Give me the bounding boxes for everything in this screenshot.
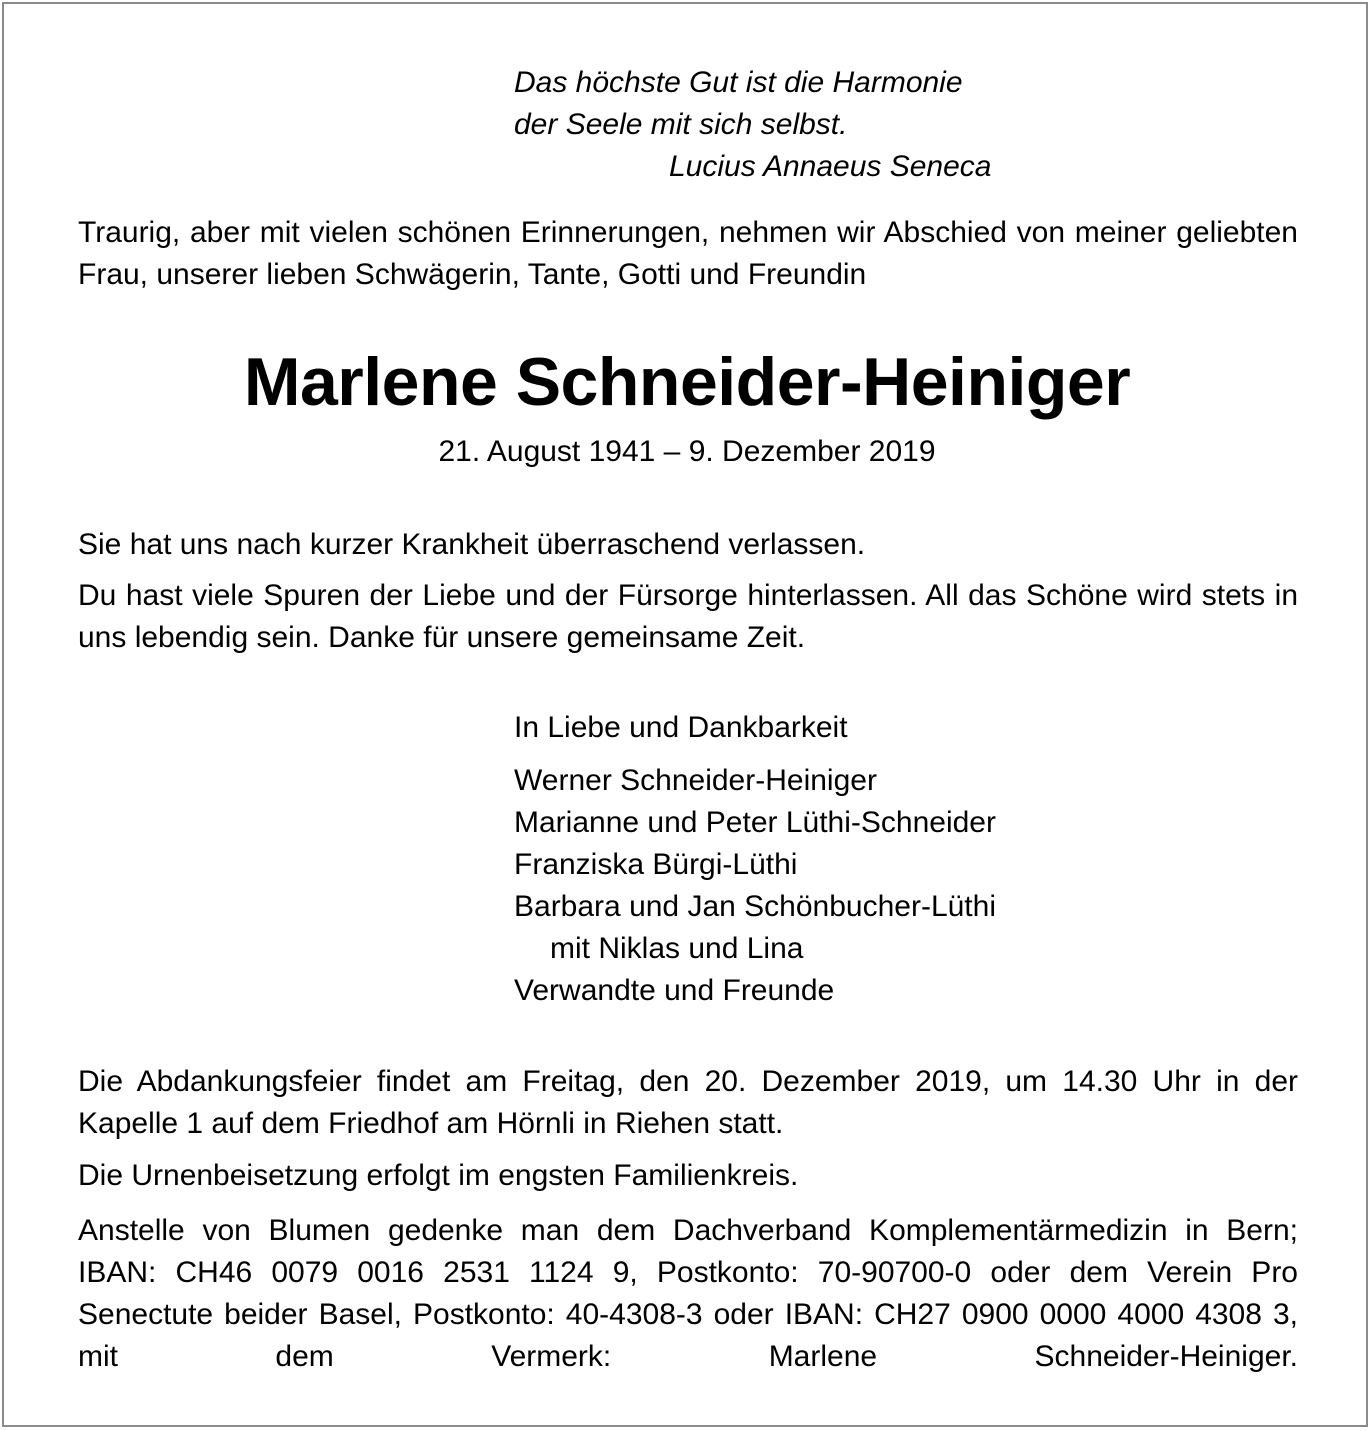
deceased-name: Marlene Schneider-Heiniger [243, 344, 1131, 420]
mourner: Marianne und Peter Lüthi-Schneider [514, 806, 996, 839]
mourner: Barbara und Jan Schönbucher-Lüthi [514, 890, 996, 923]
mourner-children: mit Niklas und Lina [550, 932, 804, 965]
obituary-notice [2, 2, 1368, 1427]
mourner: Verwandte und Freunde [514, 974, 835, 1007]
mourner: Werner Schneider-Heiniger [514, 764, 877, 797]
message-line-2: Du hast viele Spuren der Liebe und der Fürsorge hinterlassen. All das Schöne wird stets in uns lebendig sein. Danke für unsere gemeinsame Zeit. [78, 579, 1298, 654]
donation-info: Anstelle von Blumen gedenke man dem Dachverband Komplementärmedizin in Bern; IBAN: CH46 0079 0016 2531 1124 9, Postkonto: 70-90700-0 oder dem Verein Pro Senectute beider Basel, Postkonto: 40-4308-3 oder IBAN: CH27 0900 0000 4000 4308 3, mit dem Vermerk: Marlene Schneider-Heiniger. [78, 1214, 1298, 1373]
intro-paragraph: Traurig, aber mit vielen schönen Erinnerungen, nehmen wir Abschied von meiner geliebten Frau, unserer lieben Schwägerin, Tante, Gotti und Freundin [78, 216, 1298, 291]
life-dates: 21. August 1941 – 9. Dezember 2019 [438, 435, 936, 468]
ceremony-info: Die Abdankungsfeier findet am Freitag, den 20. Dezember 2019, um 14.30 Uhr in der Kapelle 1 auf dem Friedhof am Hörnli in Riehen statt. [78, 1065, 1298, 1140]
urn-info: Die Urnenbeisetzung erfolgt im engsten Familienkreis. [78, 1159, 799, 1192]
mourner: Franziska Bürgi-Lüthi [514, 848, 798, 881]
motto-quote [514, 62, 1054, 188]
motto-line-1: Das höchste Gut ist die Harmonie [514, 66, 963, 99]
signoff: In Liebe und Dankbarkeit [514, 711, 848, 744]
motto-author: Lucius Annaeus Seneca [669, 150, 992, 183]
mourners-list [514, 760, 996, 1012]
message-line-1: Sie hat uns nach kurzer Krankheit überraschend verlassen. [78, 528, 866, 561]
motto-line-2: der Seele mit sich selbst. [514, 108, 848, 141]
